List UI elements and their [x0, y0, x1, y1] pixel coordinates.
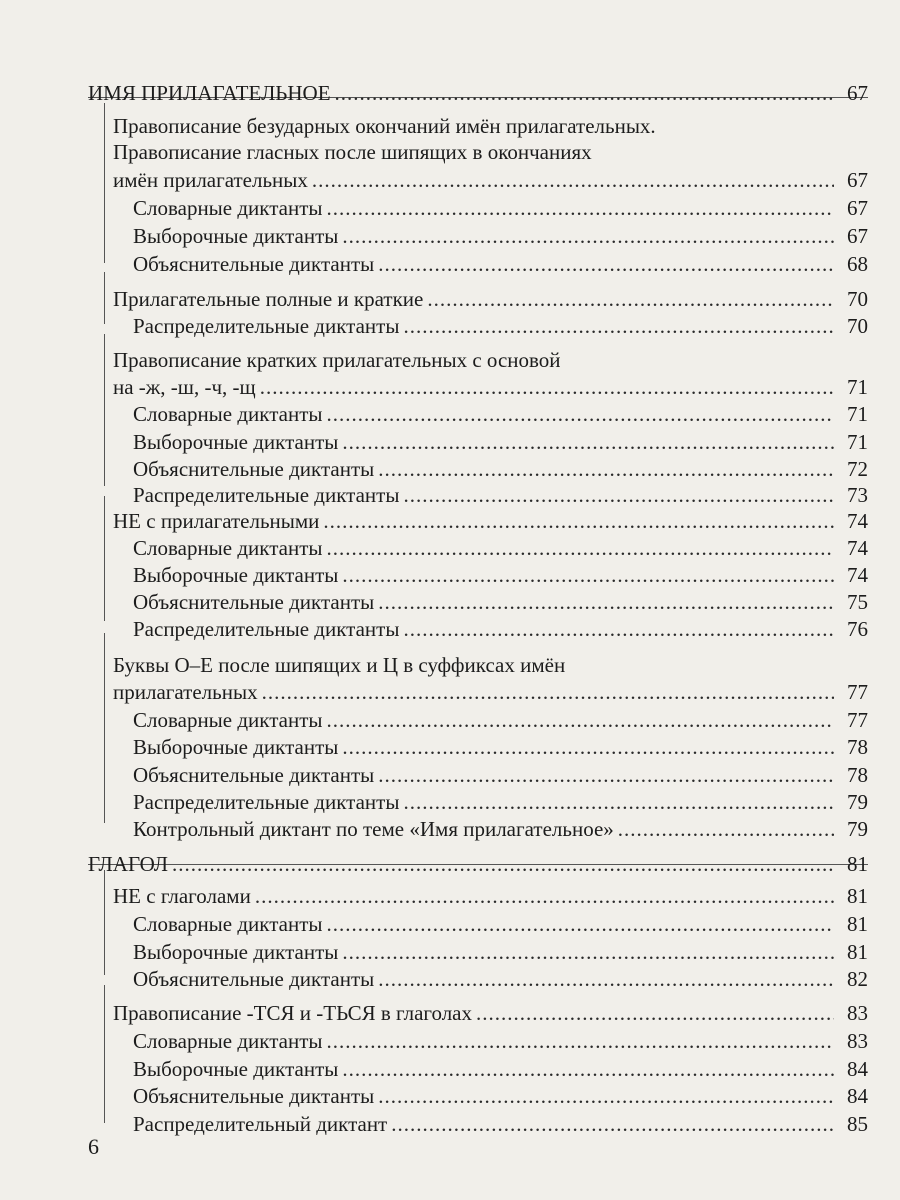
toc-entry-label: Объяснительные диктанты	[133, 590, 375, 614]
toc-entry-page: 83	[847, 1001, 868, 1025]
toc-entry-page: 70	[847, 287, 868, 311]
toc-entry-label: Распределительный диктант	[133, 1112, 388, 1136]
toc-entry-page: 75	[847, 590, 868, 614]
toc-entry	[0, 1029, 868, 1054]
toc-entry	[0, 196, 868, 221]
toc-entry	[0, 1084, 868, 1109]
toc-entry	[0, 314, 868, 339]
toc-entry-page: 77	[847, 680, 868, 704]
toc-entry-page: 79	[847, 817, 868, 841]
toc-entry-page: 68	[847, 252, 868, 276]
toc-entry-page: 67	[847, 168, 868, 192]
toc-entry	[0, 457, 868, 482]
toc-entry-label: Распределительные диктанты	[133, 483, 400, 507]
toc-entry	[0, 884, 868, 909]
toc-entry-page: 70	[847, 314, 868, 338]
toc-entry-label: Распределительные диктанты	[133, 314, 400, 338]
toc-entry-label: Правописание -ТСЯ и -ТЬСЯ в глаголах	[113, 1001, 472, 1025]
dot-leader	[342, 563, 834, 588]
toc-entry	[0, 1057, 868, 1082]
toc-entry-label: Выборочные диктанты	[133, 1057, 339, 1081]
toc-entry-label: Словарные диктанты	[133, 536, 323, 560]
toc-entry-page: 67	[847, 196, 868, 220]
toc-entry-page: 71	[847, 375, 868, 399]
dot-leader	[335, 81, 834, 106]
toc-entry-page: 71	[847, 402, 868, 426]
dot-leader	[327, 402, 835, 427]
dot-leader	[618, 817, 834, 842]
toc-entry-label: Выборочные диктанты	[133, 563, 339, 587]
toc-entry-page: 78	[847, 763, 868, 787]
toc-entry	[0, 940, 868, 965]
dot-leader	[391, 1112, 834, 1137]
toc-entry	[0, 168, 868, 193]
toc-entry-page: 85	[847, 1112, 868, 1136]
toc-entry-page: 81	[847, 940, 868, 964]
dot-leader	[342, 1057, 834, 1082]
toc-entry-label: Объяснительные диктанты	[133, 763, 375, 787]
dot-leader	[342, 735, 834, 760]
toc-entry-label: Выборочные диктанты	[133, 940, 339, 964]
toc-entry-label: Правописание безударных окончаний имён прилагательных.	[113, 114, 656, 138]
dot-leader	[327, 536, 835, 561]
dot-leader	[378, 252, 834, 277]
toc-entry-page: 83	[847, 1029, 868, 1053]
toc-entry-page: 74	[847, 509, 868, 533]
toc-entry-label: Распределительные диктанты	[133, 617, 400, 641]
toc-entry-page: 81	[847, 884, 868, 908]
toc-entry-page: 78	[847, 735, 868, 759]
toc-entry-label: Словарные диктанты	[133, 912, 323, 936]
dot-leader	[312, 168, 834, 193]
dot-leader	[342, 430, 834, 455]
toc-entry	[0, 430, 868, 455]
toc-entry-page: 84	[847, 1084, 868, 1108]
toc-entry-label: ГЛАГОЛ	[88, 852, 168, 876]
toc-entry	[0, 287, 868, 312]
toc-entry-label: Объяснительные диктанты	[133, 457, 375, 481]
toc-entry-label: Прилагательные полные и краткие	[113, 287, 424, 311]
toc-entry-label: Словарные диктанты	[133, 1029, 323, 1053]
toc-entry-page: 79	[847, 790, 868, 814]
toc-entry-page: 71	[847, 430, 868, 454]
toc-entry-page: 76	[847, 617, 868, 641]
toc-entry-label: Объяснительные диктанты	[133, 252, 375, 276]
toc-entry-page: 74	[847, 563, 868, 587]
dot-leader	[255, 884, 834, 909]
toc-entry	[0, 1001, 868, 1026]
toc-entry	[0, 252, 868, 277]
toc-entry	[0, 563, 868, 588]
toc-entry	[0, 536, 868, 561]
toc-entry-page: 72	[847, 457, 868, 481]
dot-leader	[172, 852, 834, 877]
toc-entry-page: 67	[847, 224, 868, 248]
dot-leader	[378, 763, 834, 788]
dot-leader	[378, 967, 834, 992]
toc-entry-label: Распределительные диктанты	[133, 790, 400, 814]
toc-entry	[0, 348, 868, 373]
toc-entry-page: 77	[847, 708, 868, 732]
toc-entry	[0, 735, 868, 760]
toc-entry	[0, 817, 868, 842]
toc-entry-label: НЕ с глаголами	[113, 884, 251, 908]
dot-leader	[327, 196, 835, 221]
toc-entry-label: Контрольный диктант по теме «Имя прилагательное»	[133, 817, 614, 841]
toc-entry-label: Словарные диктанты	[133, 196, 323, 220]
toc-entry	[0, 375, 868, 400]
toc-entry	[0, 114, 868, 139]
dot-leader	[427, 287, 834, 312]
toc-entry	[0, 852, 868, 877]
toc-entry-label: Выборочные диктанты	[133, 224, 339, 248]
toc-entry-label: ИМЯ ПРИЛАГАТЕЛЬНОЕ	[88, 81, 331, 105]
toc-entry-page: 73	[847, 483, 868, 507]
dot-leader	[378, 1084, 834, 1109]
dot-leader	[342, 940, 834, 965]
dot-leader	[378, 590, 834, 615]
toc-entry-page: 67	[847, 81, 868, 105]
dot-leader	[260, 375, 834, 400]
dot-leader	[327, 912, 835, 937]
toc-entry-label: Правописание кратких прилагательных с основой	[113, 348, 561, 372]
toc-entry-page: 82	[847, 967, 868, 991]
dot-leader	[327, 708, 835, 733]
toc-entry	[0, 680, 868, 705]
toc-entry	[0, 790, 868, 815]
toc-entry-label: имён прилагательных	[113, 168, 308, 192]
toc-entry	[0, 509, 868, 534]
toc-entry-page: 74	[847, 536, 868, 560]
toc-entry	[0, 967, 868, 992]
dot-leader	[403, 790, 834, 815]
toc-entry	[0, 653, 868, 678]
dot-leader	[262, 680, 834, 705]
dot-leader	[403, 483, 834, 508]
toc-entry	[0, 763, 868, 788]
dot-leader	[403, 617, 834, 642]
toc-entry-page: 81	[847, 852, 868, 876]
toc-entry	[0, 590, 868, 615]
toc-entry-label: Словарные диктанты	[133, 708, 323, 732]
toc-entry	[0, 1112, 868, 1137]
dot-leader	[476, 1001, 834, 1026]
toc-entry	[0, 617, 868, 642]
toc-entry	[0, 224, 868, 249]
toc-entry-page: 84	[847, 1057, 868, 1081]
toc-entry-label: НЕ с прилагательными	[113, 509, 320, 533]
dot-leader	[342, 224, 834, 249]
toc-entry-page: 81	[847, 912, 868, 936]
dot-leader	[323, 509, 834, 534]
toc-entry-label: прилагательных	[113, 680, 258, 704]
toc-entry-label: Объяснительные диктанты	[133, 1084, 375, 1108]
toc-entry-label: Буквы О–Е после шипящих и Ц в суффиксах имён	[113, 653, 566, 677]
toc-entry	[0, 912, 868, 937]
toc-entry	[0, 708, 868, 733]
dot-leader	[378, 457, 834, 482]
dot-leader	[327, 1029, 835, 1054]
toc-entry-label: Выборочные диктанты	[133, 430, 339, 454]
toc-entry	[0, 81, 868, 106]
toc-entry	[0, 483, 868, 508]
page-number: 6	[88, 1134, 99, 1159]
toc-entry-label: Объяснительные диктанты	[133, 967, 375, 991]
toc-entry	[0, 140, 868, 165]
dot-leader	[403, 314, 834, 339]
toc-entry-label: на -ж, -ш, -ч, -щ	[113, 375, 256, 399]
toc-entry-label: Правописание гласных после шипящих в окончаниях	[113, 140, 592, 164]
toc-entry-label: Выборочные диктанты	[133, 735, 339, 759]
toc-entry	[0, 402, 868, 427]
toc-entry-label: Словарные диктанты	[133, 402, 323, 426]
